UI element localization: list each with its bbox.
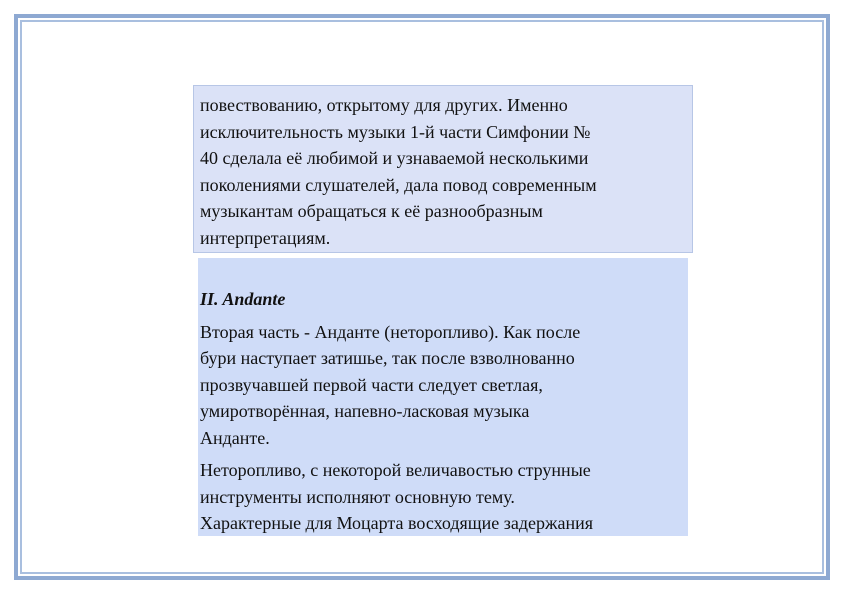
text-line: Неторопливо, с некоторой величавостью струнные <box>200 460 591 480</box>
text-line: исключительность музыки 1-й части Симфонии № <box>200 121 591 142</box>
text-line: Характерные для Моцарта восходящие задержания <box>200 513 594 533</box>
text-line: умиротворённая, напевно-ласковая музыка <box>200 401 530 421</box>
text-line: инструменты исполняют основную тему. <box>200 486 515 507</box>
section-heading: II. Andante <box>200 289 286 309</box>
text-line: Анданте. <box>200 427 270 448</box>
text-block-bottom <box>198 258 688 536</box>
text-line: поколениями слушателей, дала повод современным <box>200 174 597 195</box>
text-block-top <box>193 85 693 253</box>
paragraph-1 <box>200 319 684 452</box>
text-line: музыкантам обращаться к её разнообразным <box>200 201 543 221</box>
text-line: повествованию, открытому для других. Именно <box>200 95 568 115</box>
text-line: интерпретациям. <box>200 227 331 248</box>
text-line: Вторая часть - Анданте (неторопливо). Как после <box>200 321 581 342</box>
text-line: 40 сделала её любимой и узнаваемой несколькими <box>200 148 589 168</box>
text-line: бури наступает затишье, так после взволнованно <box>200 348 575 368</box>
text-line: прозвучавшей первой части следует светлая, <box>200 374 543 395</box>
paragraph-2 <box>200 457 684 536</box>
